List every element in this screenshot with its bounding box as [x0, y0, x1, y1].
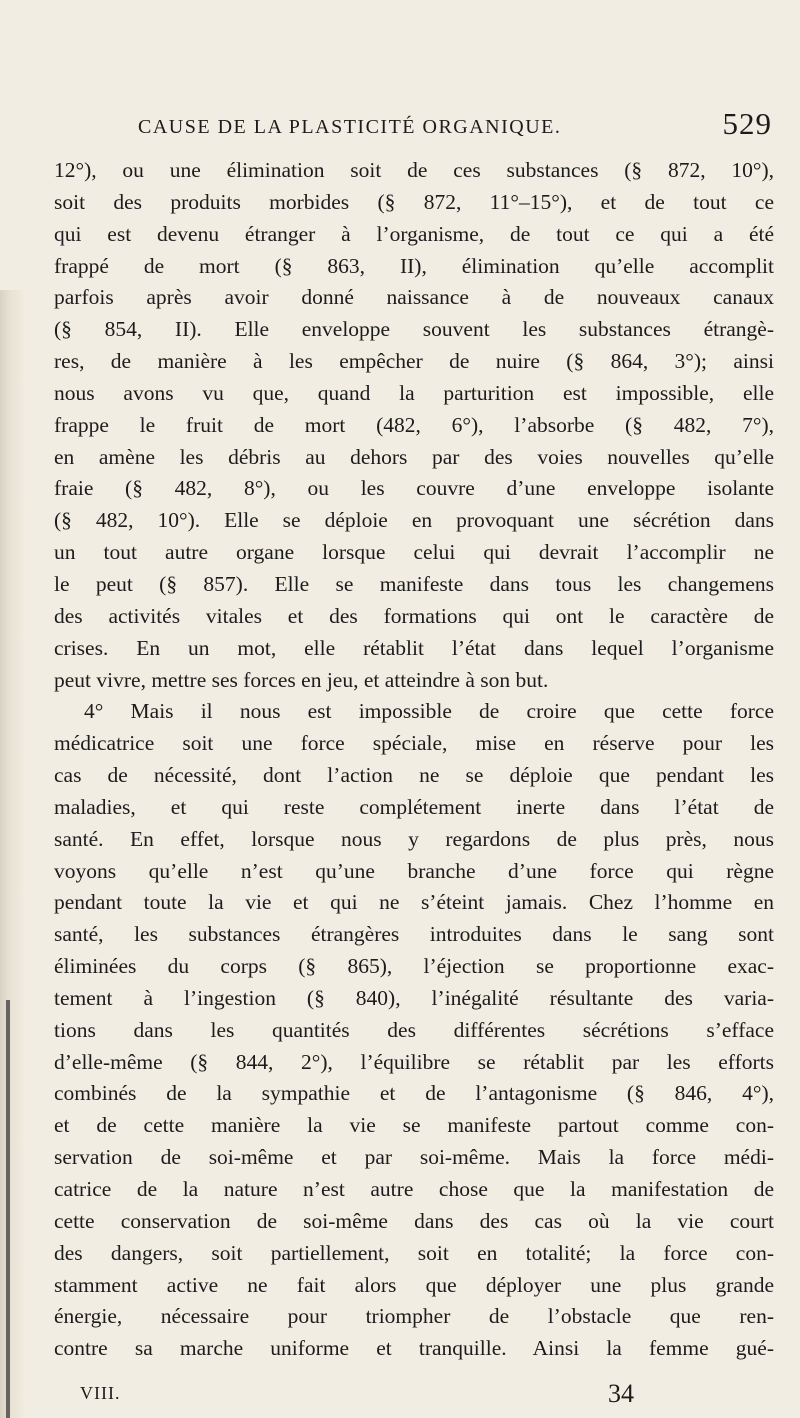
text-line: parfois après avoir donné naissance à de nouveaux canaux — [54, 285, 774, 310]
sheet-number: 34 — [608, 1379, 634, 1408]
text-line: un tout autre organe lorsque celui qui devrait l’accomplir ne — [54, 540, 774, 565]
text-line: soit des produits morbides (§ 872, 11°–15°), et de tout ce — [54, 189, 774, 214]
text-line: santé, les substances étrangères introduites dans le sang sont — [54, 922, 774, 947]
text-line: crises. En un mot, elle rétablit l’état dans lequel l’organisme — [54, 635, 774, 660]
text-line: fraie (§ 482, 8°), ou les couvre d’une enveloppe isolante — [54, 476, 774, 501]
text-line: combinés de la sympathie et de l’antagonisme (§ 846, 4°), — [54, 1081, 774, 1106]
text-line: servation de soi-même et par soi-même. Mais la force médi- — [54, 1145, 774, 1170]
running-header — [138, 106, 772, 146]
text-line: maladies, et qui reste complétement inerte dans l’état de — [54, 794, 774, 819]
text-line: nous avons vu que, quand la parturition est impossible, elle — [54, 380, 774, 405]
text-line: cette conservation de soi-même dans des cas où la vie court — [54, 1208, 774, 1233]
text-line: éliminées du corps (§ 865), l’éjection se proportionne exac- — [54, 954, 774, 979]
text-line: médicatrice soit une force spéciale, mise en réserve pour les — [54, 731, 774, 756]
body-text — [54, 155, 774, 1365]
text-line: frappé de mort (§ 863, II), élimination qu’elle accomplit — [54, 253, 774, 278]
binding-edge — [6, 1000, 10, 1418]
text-line: qui est devenu étranger à l’organisme, de tout ce qui a été — [54, 221, 774, 246]
text-line: énergie, nécessaire pour triompher de l’obstacle que ren- — [54, 1304, 774, 1329]
text-line: d’elle-même (§ 844, 2°), l’équilibre se rétablit par les efforts — [54, 1049, 774, 1074]
text-line: et de cette manière la vie se manifeste partout comme con- — [54, 1113, 774, 1138]
text-line: voyons qu’elle n’est qu’une branche d’une force qui règne — [54, 858, 774, 883]
signature-mark: VIII. — [80, 1383, 121, 1403]
running-title: CAUSE DE LA PLASTICITÉ ORGANIQUE. — [138, 116, 562, 138]
text-line: catrice de la nature n’est autre chose que la manifestation de — [54, 1177, 774, 1201]
text-line: pendant toute la vie et qui ne s’éteint jamais. Chez l’homme en — [54, 890, 774, 915]
text-line: le peut (§ 857). Elle se manifeste dans tous les changemens — [54, 571, 774, 596]
text-line: santé. En effet, lorsque nous y regardons de plus près, nous — [54, 826, 774, 851]
page-footer — [54, 1379, 634, 1415]
text-line: des dangers, soit partiellement, soit en totalité; la force con- — [54, 1240, 774, 1265]
text-line: des activités vitales et des formations qui ont le caractère de — [54, 603, 774, 628]
binding-gutter-shadow — [0, 290, 26, 1418]
text-line: (§ 482, 10°). Elle se déploie en provoquant une sécrétion dans — [54, 508, 774, 533]
text-line: frappe le fruit de mort (482, 6°), l’absorbe (§ 482, 7°), — [54, 412, 774, 437]
page-number: 529 — [722, 106, 772, 141]
text-line: tement à l’ingestion (§ 840), l’inégalité résultante des varia- — [54, 985, 774, 1010]
text-line: cas de nécessité, dont l’action ne se déploie que pendant les — [54, 763, 774, 788]
text-line: (§ 854, II). Elle enveloppe souvent les substances étrangè- — [54, 317, 774, 342]
paragraph-last-line: peut vivre, mettre ses forces en jeu, et atteindre à son but. — [54, 667, 549, 692]
text-line: en amène les débris au dehors par des voies nouvelles qu’elle — [54, 444, 774, 469]
text-line: contre sa marche uniforme et tranquille. Ainsi la femme gué- — [54, 1336, 774, 1361]
text-line: stamment active ne fait alors que déployer une plus grande — [54, 1272, 774, 1297]
text-line: 12°), ou une élimination soit de ces substances (§ 872, 10°), — [54, 158, 774, 182]
text-line: res, de manière à les empêcher de nuire (§ 864, 3°); ainsi — [54, 349, 774, 374]
paragraph-first-line: 4° Mais il nous est impossible de croire que cette force — [84, 699, 774, 724]
text-line: tions dans les quantités des différentes sécrétions s’efface — [54, 1017, 774, 1042]
